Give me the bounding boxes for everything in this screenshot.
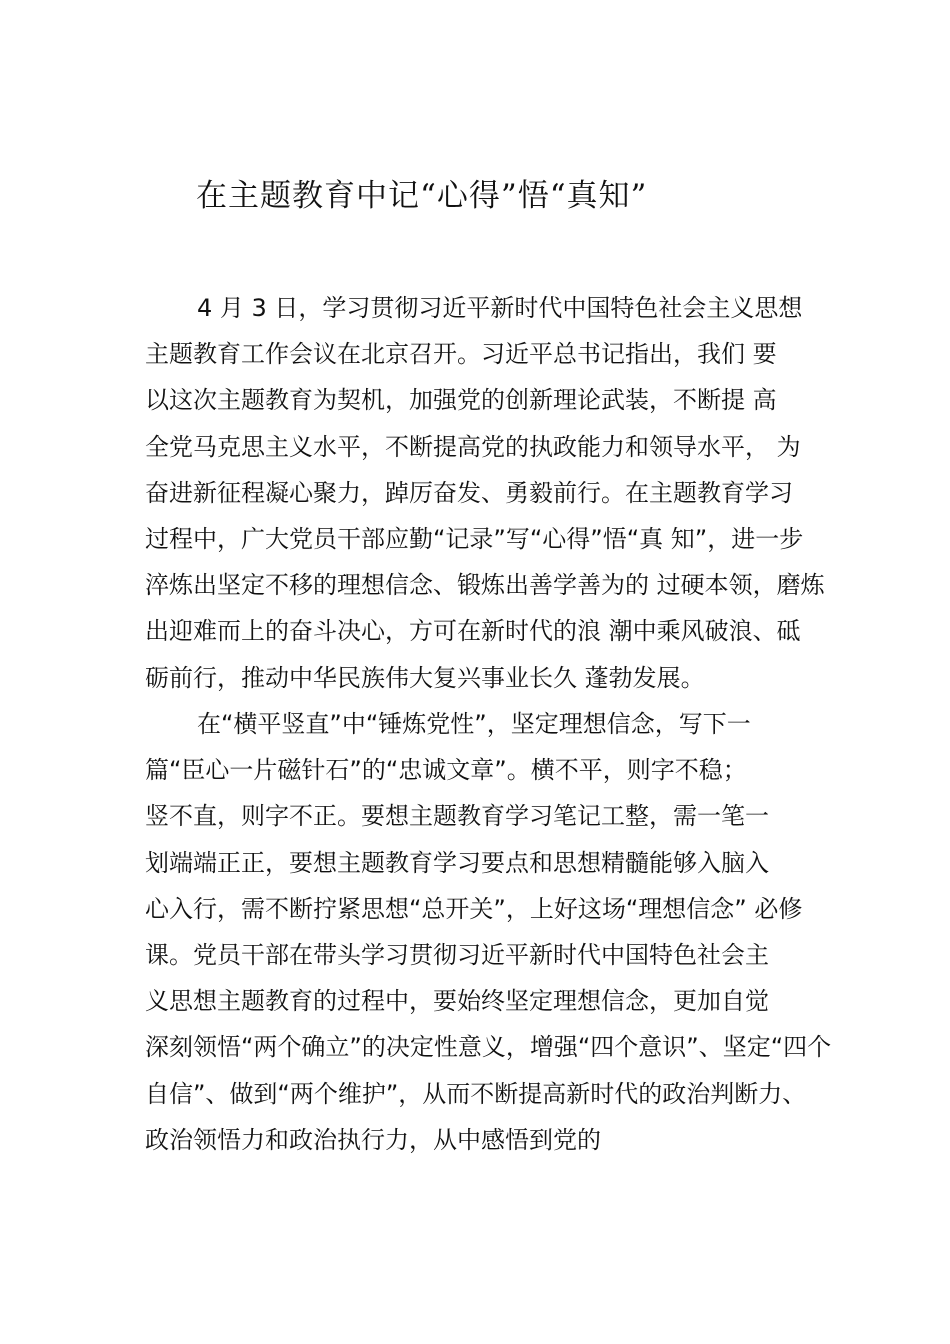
text-line: 课。党员干部在带头学习贯彻习近平新时代中国特色社会主 xyxy=(145,940,769,969)
text-line: 以这次主题教育为契机，加强党的创新理论武装，不断提 高 xyxy=(145,386,777,415)
paragraph-1 xyxy=(145,285,845,701)
text-line: 淬炼出坚定不移的理想信念、锻炼出善学善为的 过硬本领，磨炼 xyxy=(145,571,825,600)
text-line: 在“横平竖直”中“锤炼党性”，坚定理想信念，写下一 xyxy=(197,710,751,738)
text-line: 奋进新征程凝心聚力，踔厉奋发、勇毅前行。在主题教育学习 xyxy=(145,478,793,507)
text-line: 全党马克思主义水平，不断提高党的执政能力和领导水平， 为 xyxy=(145,432,801,461)
text-line: 心入行，需不断拧紧思想“总开关”，上好这场“理想信念” 必修 xyxy=(145,894,803,923)
text-line: 义思想主题教育的过程中，要始终坚定理想信念，更加自觉 xyxy=(145,987,769,1016)
text-line: 划端端正正，要想主题教育学习要点和思想精髓能够入脑入 xyxy=(145,848,769,877)
text-line: 自信”、做到“两个维护”，从而不断提高新时代的政治判断力、 xyxy=(145,1079,807,1108)
text-line: 主题教育工作会议在北京召开。习近平总书记指出，我们 要 xyxy=(145,340,777,369)
document-title: 在主题教育中记“心得”悟“真知” xyxy=(196,178,648,214)
text-line: 过程中，广大党员干部应勤“记录”写“心得”悟“真 知”，进一步 xyxy=(145,524,804,553)
text-line: 出迎难而上的奋斗决心，方可在新时代的浪 潮中乘风破浪、砥 xyxy=(145,617,801,646)
text-line: 政治领悟力和政治执行力，从中感悟到党的 xyxy=(145,1125,601,1154)
text-line: 4 月 3 日，学习贯彻习近平新时代中国特色社会主义思想 xyxy=(197,294,803,322)
text-line: 篇“臣心一片磁针石”的“忠诚文章”。横不平，则字不稳； xyxy=(145,756,747,785)
paragraph-2 xyxy=(145,701,845,1163)
text-line: 深刻领悟“两个确立”的决定性意义，增强“四个意识”、坚定“四个 xyxy=(145,1033,832,1062)
text-line: 竖不直，则字不正。要想主题教育学习笔记工整，需一笔一 xyxy=(145,802,769,831)
text-line: 砺前行，推动中华民族伟大复兴事业长久 蓬勃发展。 xyxy=(145,663,705,692)
